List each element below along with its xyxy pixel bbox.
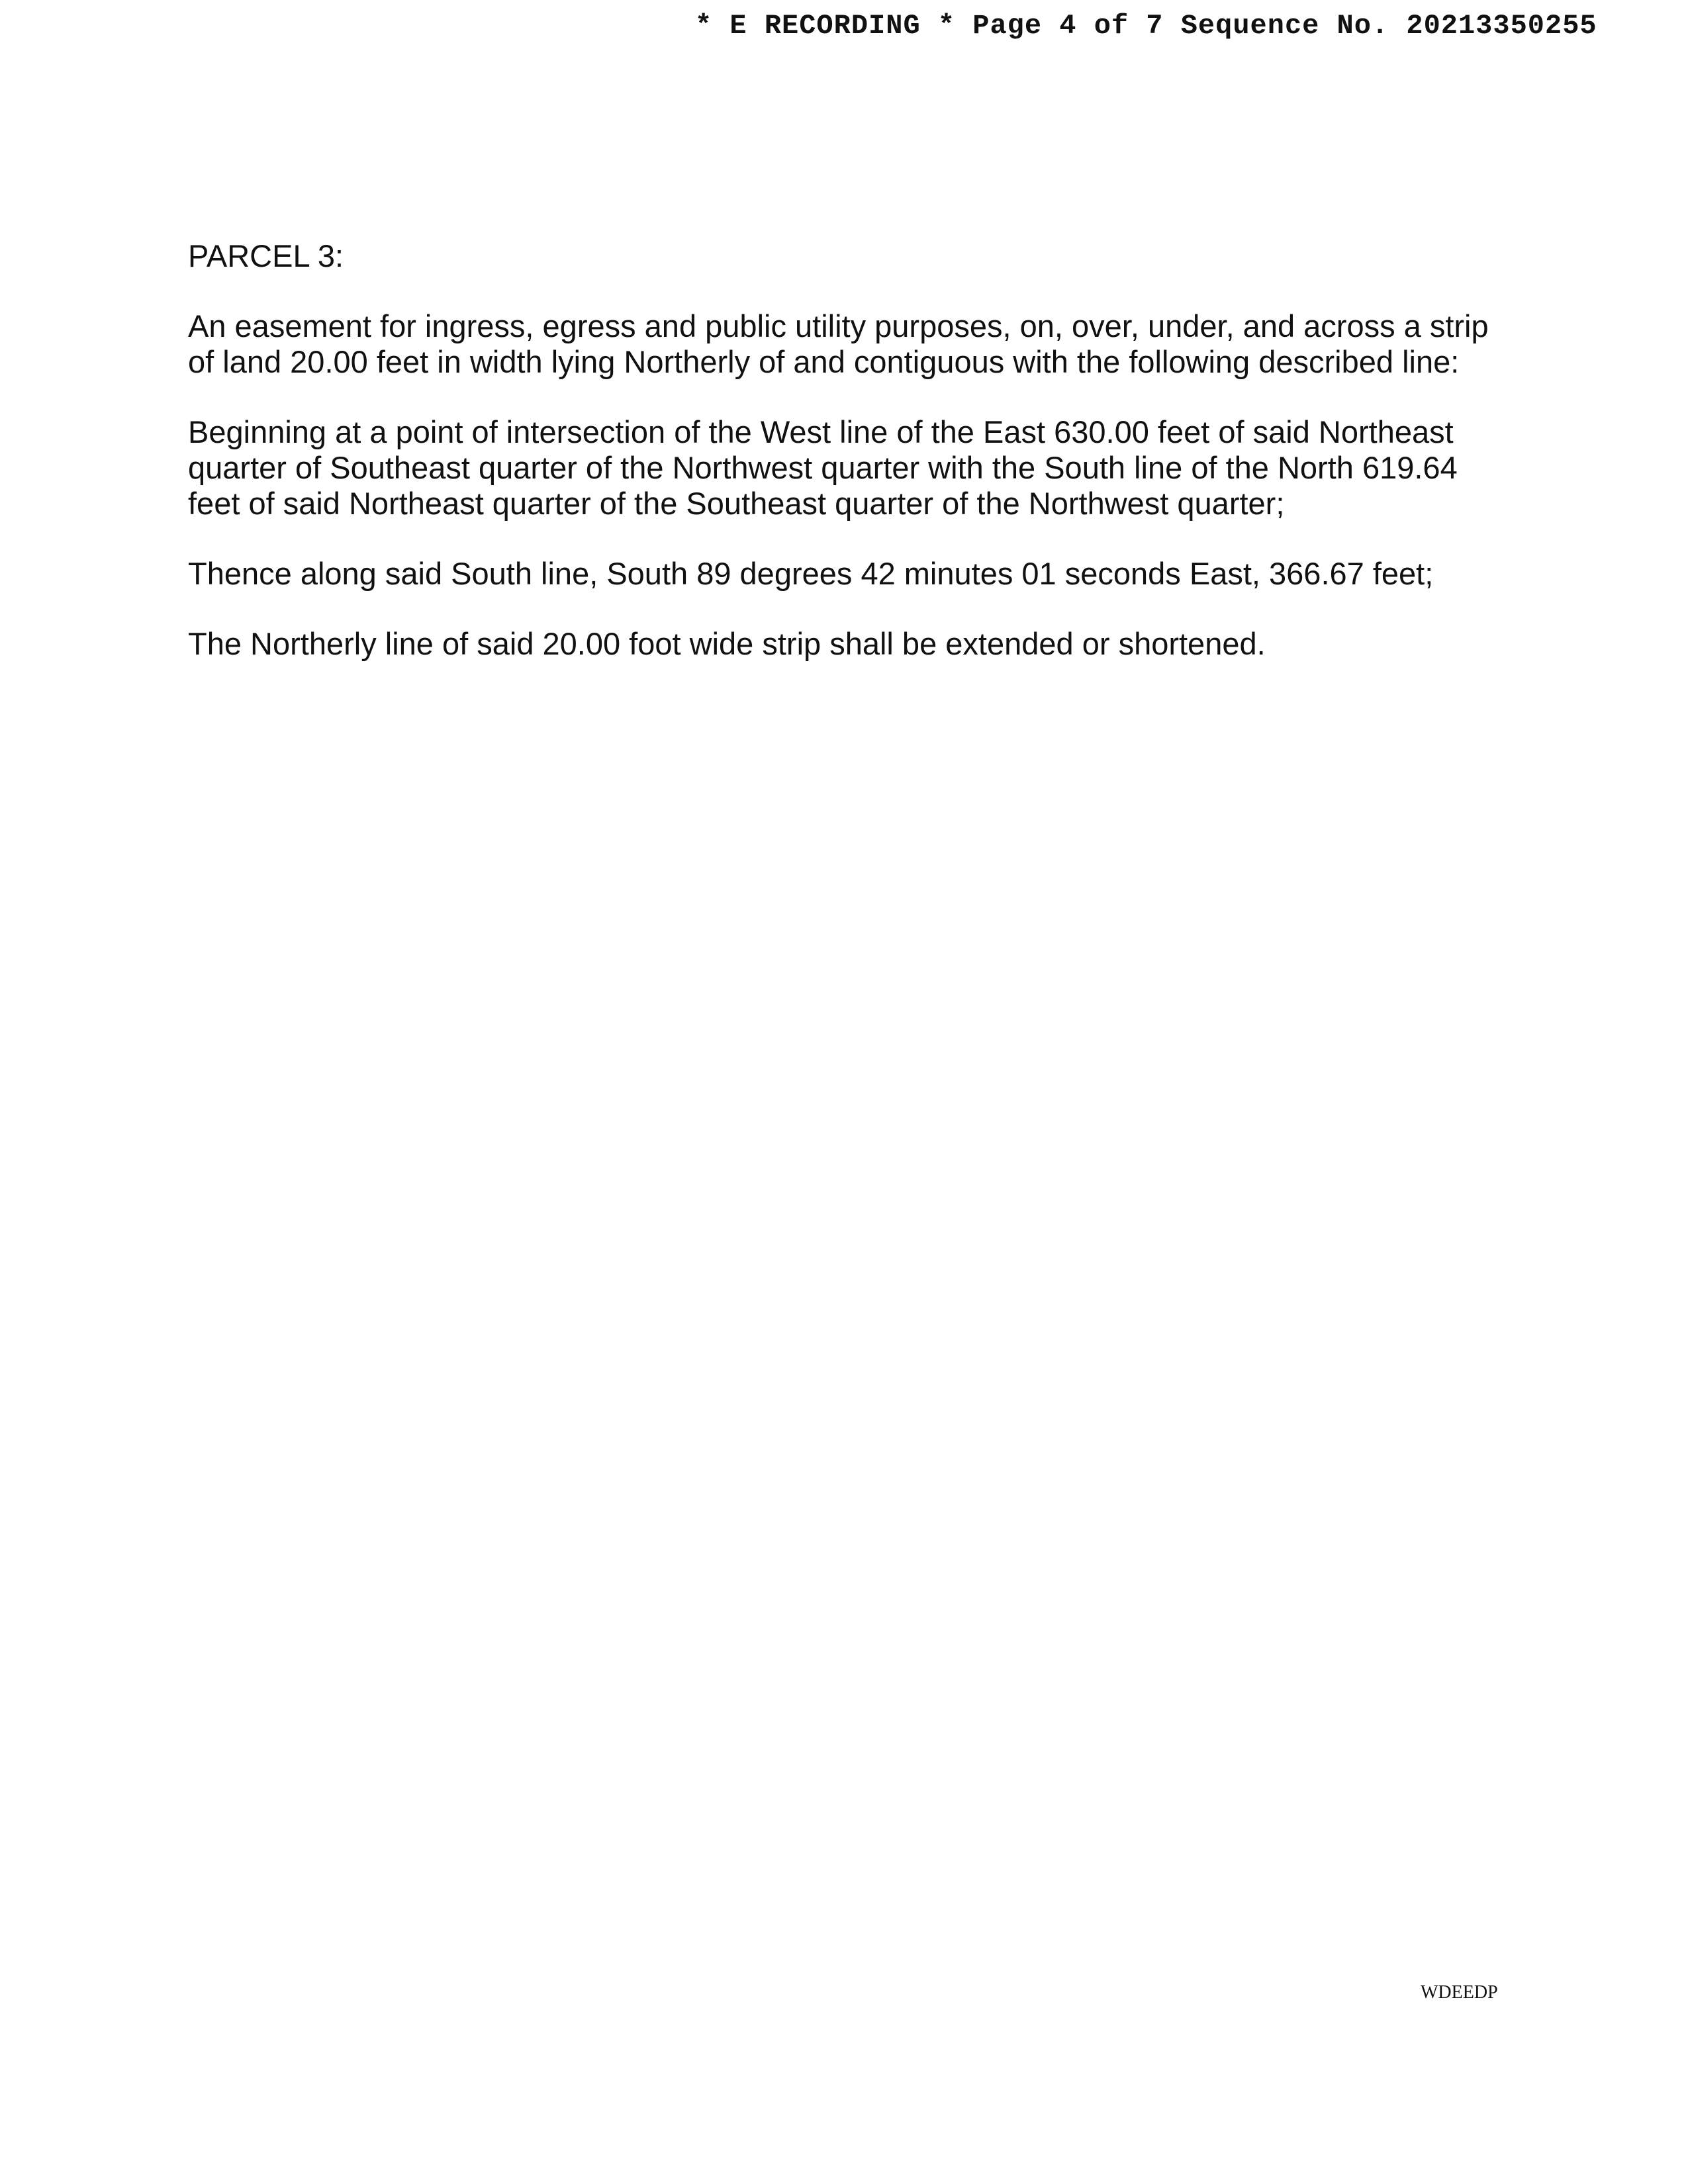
easement-paragraph: An easement for ingress, egress and public utility purposes, on, over, under, and across a strip of land 20.00 feet in width lying Northerly of and contiguous with the following described line: (188, 308, 1489, 379)
recording-stamp-header: * E RECORDING * Page 4 of 7 Sequence No. 20213350255 (695, 10, 1597, 42)
thence-paragraph: Thence along said South line, South 89 degrees 42 minutes 01 seconds East, 366.67 feet; (188, 556, 1434, 591)
strip-line-paragraph: The Northerly line of said 20.00 foot wide strip shall be extended or shortened. (188, 626, 1266, 661)
beginning-point-paragraph: Beginning at a point of intersection of the West line of the East 630.00 feet of said Northeast quarter of Southeast quarter of the Northwest quarter with the South line of the North 619.64 feet of said Northeast quarter of the Southeast quarter of the Northwest quarter; (188, 414, 1458, 521)
form-code-label: WDEEDP (1421, 1982, 1498, 2003)
document-body (188, 238, 1512, 696)
parcel-title: PARCEL 3: (188, 238, 344, 273)
